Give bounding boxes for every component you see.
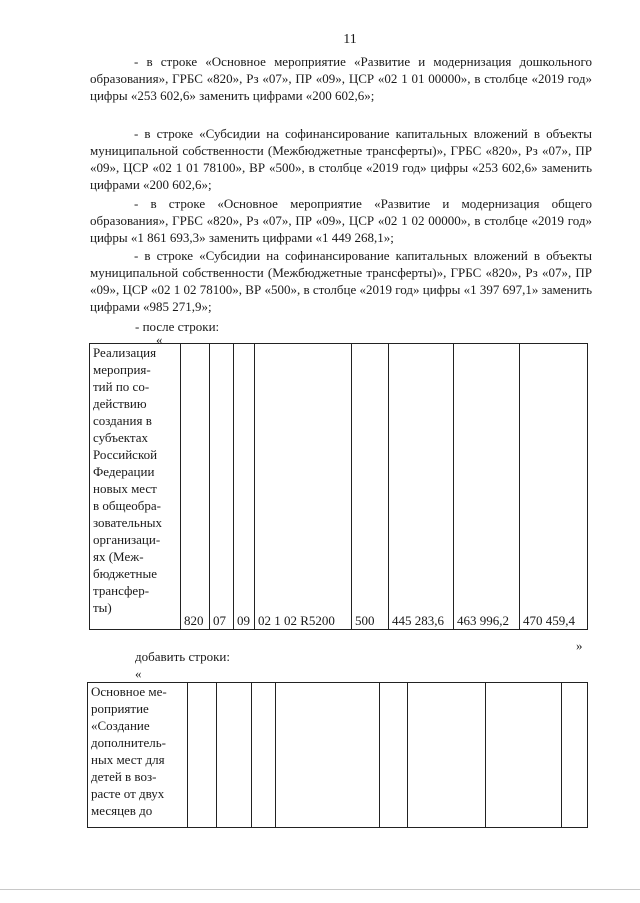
rz-cell: 07 xyxy=(210,344,234,630)
pr-cell xyxy=(252,683,276,828)
open-quote-2: « xyxy=(135,666,142,681)
after-row-label: - после строки: xyxy=(135,319,220,334)
add-rows-label: добавить строки: xyxy=(135,649,230,664)
year-2020-cell: 463 996,2 xyxy=(454,344,520,630)
paragraph-1: - в строке «Основное мероприятие «Развитие и модернизация дошкольного образования», ГРБС «820», Рз «07», ПР «09», ЦСР «02 1 01 00000», в столбце «2019 год» цифры «253 602,6» заменить цифрами «200 602,6»; xyxy=(90,54,592,103)
year-2021-cell xyxy=(562,683,588,828)
table-existing-row xyxy=(89,343,588,630)
csr-cell xyxy=(276,683,380,828)
csr-cell: 02 1 02 R5200 xyxy=(255,344,352,630)
table-row xyxy=(88,683,588,828)
page-edge-divider xyxy=(0,889,640,890)
year-2019-cell: 445 283,6 xyxy=(389,344,454,630)
pr-cell: 09 xyxy=(234,344,255,630)
paragraph-3: - в строке «Основное мероприятие «Развитие и модернизация общего образования», ГРБС «820», Рз «07», ПР «09», ЦСР «02 1 02 00000», в столбце «2019 год» цифры «1 861 693,3» заменить цифрами «1 449 268,1»; xyxy=(90,196,592,245)
paragraph-4: - в строке «Субсидии на софинансирование капитальных вложений в объекты муниципальной собственности (Межбюджетные трансферты)», ГРБС «820», Рз «07», ПР «09», ЦСР «02 1 02 78100», ВР «500», в столбце «2019 год» цифры «1 397 697,1» заменить цифрами «985 271,9»; xyxy=(90,248,593,314)
year-2019-cell xyxy=(408,683,486,828)
year-2021-cell: 470 459,4 xyxy=(520,344,588,630)
grbs-cell xyxy=(188,683,217,828)
close-quote-1: » xyxy=(576,638,583,653)
row-name-cell: Основное ме- роприятие «Создание дополнитель- ных мест для детей в воз- расте от двух месяцев до xyxy=(88,683,188,828)
vr-cell xyxy=(380,683,408,828)
year-2020-cell xyxy=(486,683,562,828)
grbs-cell: 820 xyxy=(181,344,210,630)
row-name-cell: Реализация мероприя- тий по со- действию создания в субъектах Российской Федерации новых мест в общеобра- зовательных организаци- ях (Меж- бюджетные трансфер- ты) xyxy=(90,344,181,630)
table-row xyxy=(90,344,588,630)
open-quote-1: « xyxy=(156,332,163,347)
table-new-rows xyxy=(87,682,588,828)
paragraph-2: - в строке «Субсидии на софинансирование капитальных вложений в объекты муниципальной собственности (Межбюджетные трансферты)», ГРБС «820», Рз «07», ПР «09», ЦСР «02 1 01 78100», ВР «500», в столбце «2019 год» цифры «253 602,6» заменить цифрами «200 602,6»; xyxy=(90,126,592,192)
rz-cell xyxy=(217,683,252,828)
vr-cell: 500 xyxy=(352,344,389,630)
page-number: 11 xyxy=(343,32,357,47)
